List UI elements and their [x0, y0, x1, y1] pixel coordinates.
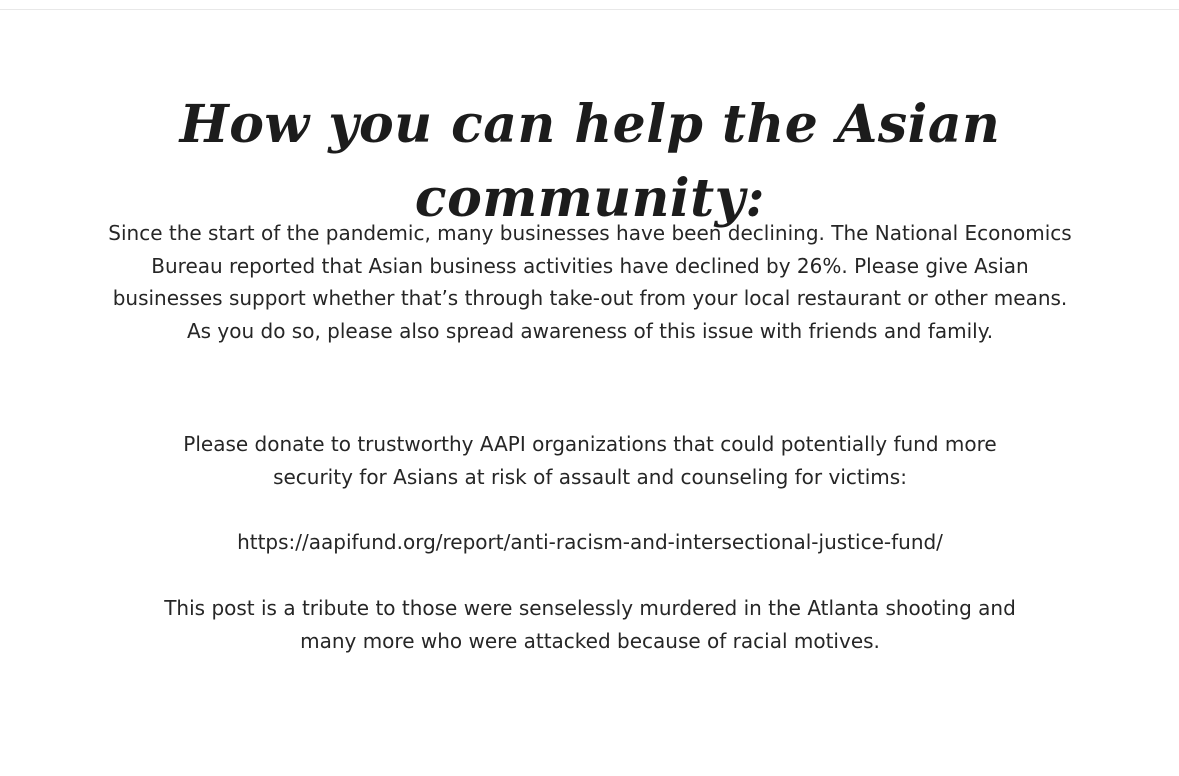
- donate-paragraph: Please donate to trustworthy AAPI organizations that could potentially fund more security for Asians at risk of assault and counseling for victims:: [183, 432, 997, 489]
- fund-link-text: https://aapifund.org/report/anti-racism-and-intersectional-justice-fund/: [237, 530, 943, 554]
- businesses-paragraph: Since the start of the pandemic, many businesses have been declining. The National Economics Bureau reported that Asian business activities have declined by 26%. Please give Asian businesses support whether that’s through take-out from your local restaurant or other means. As you do so, please also spread awareness of this issue with friends and family.: [108, 221, 1072, 343]
- tribute-paragraph: This post is a tribute to those were senselessly murdered in the Atlanta shooting and many more who were attacked because of racial motives.: [164, 596, 1016, 653]
- top-divider: [0, 0, 1179, 10]
- page-title: How you can help the Asian community:: [179, 94, 1001, 229]
